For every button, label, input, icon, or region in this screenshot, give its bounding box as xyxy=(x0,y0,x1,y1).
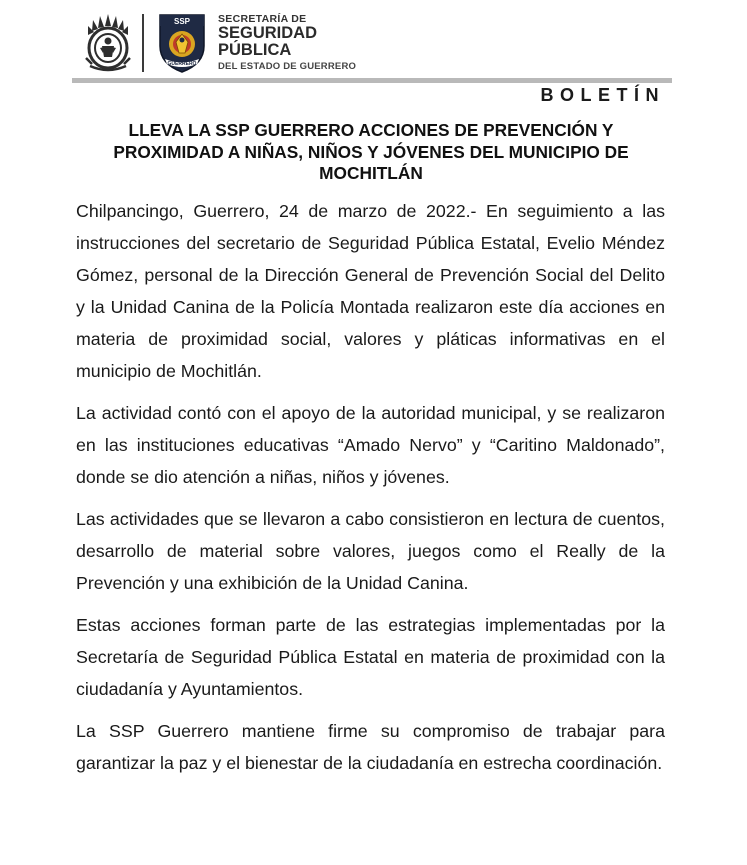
shield-bottom-text: GUERRERO xyxy=(167,61,197,67)
press-release-headline: LLEVA LA SSP GUERRERO ACCIONES DE PREVENCIÓN Y PROXIMIDAD A NIÑAS, NIÑOS Y JÓVENES DEL MUNICIPIO DE MOCHITLÁN xyxy=(113,120,629,183)
ssp-shield-logo-icon xyxy=(156,12,208,74)
org-name-line-4: DEL ESTADO DE GUERRERO xyxy=(218,61,357,73)
org-name-line-2: SEGURIDAD xyxy=(218,23,318,42)
organization-name xyxy=(218,14,356,73)
org-name-line-1: SECRETARÍA DE xyxy=(218,12,307,25)
body-paragraph: Las actividades que se llevaron a cabo consistieron en lectura de cuentos, desarrollo de material sobre valores, juegos como el Really de la Prevención y una exhibición de la Unidad Canina. xyxy=(76,509,665,593)
header-rule xyxy=(72,78,672,83)
guerrero-coat-of-arms-icon xyxy=(80,12,136,74)
body-paragraph: Chilpancingo, Guerrero, 24 de marzo de 2022.- En seguimiento a las instrucciones del secretario de Seguridad Pública Estatal, Evelio Méndez Gómez, personal de la Dirección General de Prevención Social del Delito y la Unidad Canina de la Policía Montada realizaron este día acciones en materia de proximidad social, valores y pláticas informativas en el municipio de Mochitlán. xyxy=(76,201,665,381)
bulletin-label: BOLETÍN xyxy=(540,85,665,105)
body-paragraph: La actividad contó con el apoyo de la autoridad municipal, y se realizaron en las instituciones educativas “Amado Nervo” y “Caritino Maldonado”, donde se dio atención a niñas, niños y jóvenes. xyxy=(76,403,665,487)
body-paragraph: La SSP Guerrero mantiene firme su compromiso de trabajar para garantizar la paz y el bienestar de la ciudadanía en estrecha coordinación. xyxy=(76,721,665,773)
org-name-line-3: PÚBLICA xyxy=(218,41,292,60)
body-paragraph: Estas acciones forman parte de las estrategias implementadas por la Secretaría de Seguridad Pública Estatal en materia de proximidad con la ciudadanía y Ayuntamientos. xyxy=(76,615,665,699)
letterhead xyxy=(80,8,356,78)
header-divider xyxy=(142,14,144,72)
shield-top-text: SSP xyxy=(173,17,191,26)
press-release-body xyxy=(76,195,665,789)
